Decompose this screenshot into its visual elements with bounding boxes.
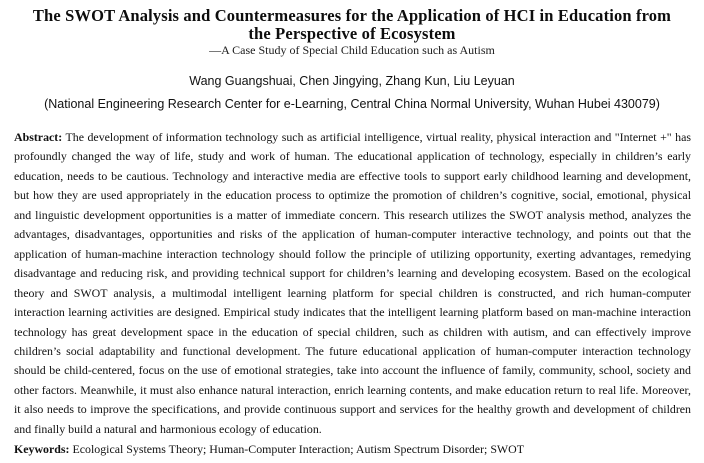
author-affiliation: (National Engineering Research Center for e-Learning, Central China Normal University, Wuhan Hubei 430079) — [44, 97, 660, 111]
paper-title-line-1: The SWOT Analysis and Countermeasures for the Application of HCI in Education from — [32, 6, 672, 25]
keywords-label: Keywords: — [14, 442, 70, 456]
keywords-paragraph — [14, 440, 691, 459]
keywords-text: Ecological Systems Theory; Human-Computer Interaction; Autism Spectrum Disorder; SWOT — [72, 442, 525, 456]
abstract-text: The development of information technology such as artificial intelligence, virtual reality, physical interaction and "Internet +" has profoundly changed the way of life, study and work of human. The educational application of technology, especially in children’s early education, needs to be cautious. Technology and interactive media are effective tools to support early childhood learning and development, but how they are used appropriately in the education process to optimize the promotion of children’s cognitive, social, emotional, physical and linguistic development opportunities is a matter of immediate concern. This research utilizes the SWOT analysis method, analyzes the advantages, disadvantages, opportunities and risks of the application of human-computer interactive technology, and points out that the application of human-machine interaction technology should follow the principle of utilizing opportunity, exerting advantages, remedying disadvantage and reducing risk, and providing technical support for children’s learning and developing ecosystem. Based on the ecological theory and SWOT analysis, a multimodal intelligent learning platform for special children is constructed, and rich human-computer interaction learning activities are designed. Empirical study indicates that the intelligent learning platform based on man-machine interaction technology has great development space in the education of special children, such as children with autism, and can effectively improve children’s social adaptability and functional development. The future educational application of human-computer interaction technology should be child-centered, focus on the use of emotional strategies, take into account the influence of family, community, school, society and other factors. Meanwhile, it must also enhance natural interaction, enrich learning contents, and make education return to real life. Moreover, it also needs to improve the specifications, and provide continuous support and services for the healthy growth and development of children and finally build a natural and harmonious ecology of education. — [14, 130, 691, 436]
paper-subtitle: —A Case Study of Special Child Education such as Autism — [209, 43, 495, 57]
paper-title-line-2: the Perspective of Ecosystem — [248, 24, 456, 43]
abstract-paragraph — [14, 128, 691, 439]
abstract-label: Abstract: — [14, 130, 63, 144]
author-list: Wang Guangshuai, Chen Jingying, Zhang Kun, Liu Leyuan — [189, 74, 515, 88]
